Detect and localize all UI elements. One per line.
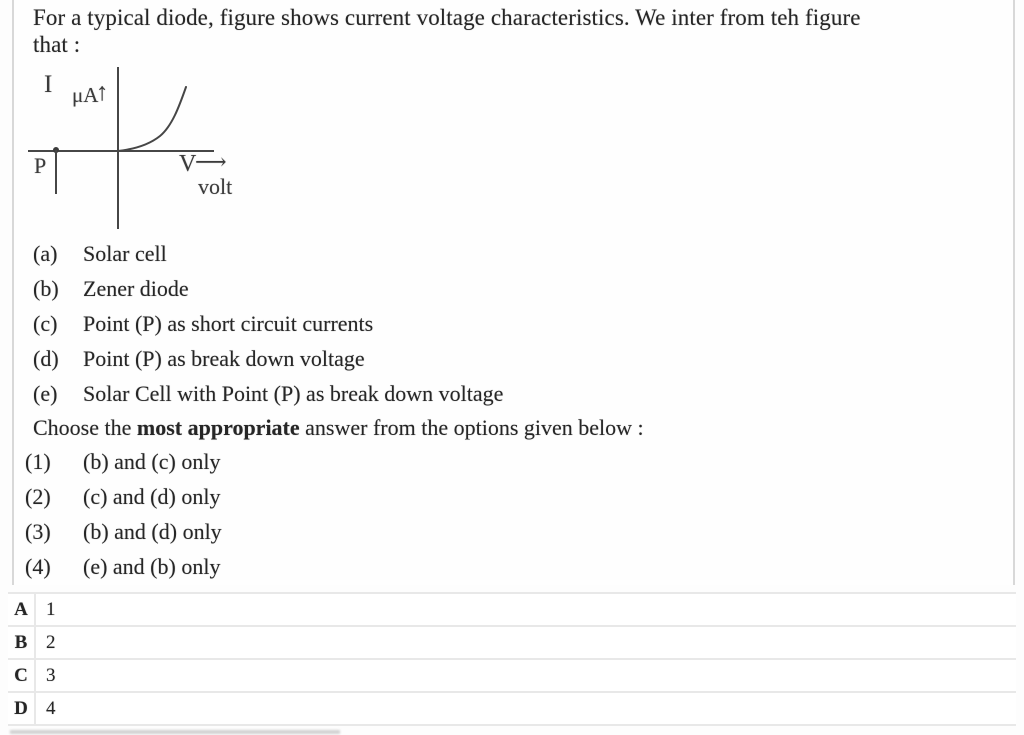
option-text: Zener diode (83, 276, 189, 301)
option-row-c (33, 306, 995, 341)
options-list (33, 236, 995, 411)
choice-text: (e) and (b) only (83, 554, 221, 579)
point-p-label: P (34, 153, 47, 178)
choice-marker: (2) (25, 484, 51, 509)
choice-marker: (3) (25, 519, 51, 544)
option-text: Solar cell (83, 241, 167, 266)
cropped-text-remnant-bottom (10, 730, 340, 734)
option-text: Point (P) as break down voltage (83, 346, 365, 371)
option-marker: (b) (33, 276, 59, 301)
choice-marker: (4) (25, 554, 51, 579)
answer-row-value: 4 (46, 697, 56, 719)
choose-instruction (33, 414, 995, 442)
voltage-axis-label: V (179, 151, 197, 177)
choose-instruction-prefix: Choose the (33, 415, 137, 440)
answer-row-letter: D (8, 693, 36, 724)
choice-text: (c) and (d) only (83, 484, 221, 509)
option-row-b (33, 271, 995, 306)
forward-bias-curve (118, 87, 186, 151)
iv-characteristics-figure (28, 61, 995, 236)
current-axis-label: I (44, 71, 53, 98)
choose-instruction-suffix: answer from the options given below : (299, 415, 644, 440)
choices-list (25, 444, 995, 584)
question-block (12, 0, 1015, 585)
option-marker: (a) (33, 241, 58, 266)
question-text-line-1: For a typical diode, figure shows current voltage characteristics. We inter from teh figure (33, 5, 861, 30)
iv-curve-plot (28, 61, 273, 233)
answer-row-c[interactable] (8, 660, 1016, 693)
voltage-axis-unit: volt (198, 174, 233, 199)
question-text (33, 4, 995, 58)
choice-row-2 (25, 479, 995, 514)
question-text-line-2: that : (33, 32, 81, 57)
choice-text: (b) and (d) only (83, 519, 222, 544)
choose-instruction-bold: most appropriate (136, 415, 300, 440)
option-marker: (e) (33, 381, 58, 406)
answer-row-d[interactable] (8, 693, 1016, 726)
answer-row-value: 1 (46, 598, 56, 620)
option-text: Point (P) as short circuit currents (83, 311, 374, 336)
choice-row-3 (25, 514, 995, 549)
answer-row-b[interactable] (8, 627, 1016, 660)
option-row-e (33, 376, 995, 411)
option-text: Solar Cell with Point (P) as break down voltage (83, 381, 504, 406)
choice-marker: (1) (25, 449, 51, 474)
choice-text: (b) and (c) only (83, 449, 221, 474)
answer-row-letter: B (8, 627, 36, 658)
choice-row-1 (25, 444, 995, 479)
option-marker: (d) (33, 346, 59, 371)
answer-row-letter: A (8, 594, 36, 625)
answer-row-value: 3 (46, 664, 56, 686)
answer-option-table (8, 592, 1016, 726)
option-marker: (c) (33, 311, 58, 336)
current-axis-unit: μA (72, 83, 99, 107)
right-arrow-icon: ⟶ (195, 149, 227, 174)
up-arrow-icon: ↑ (96, 79, 109, 106)
choice-row-4 (25, 549, 995, 584)
answer-row-a[interactable] (8, 594, 1016, 627)
answer-row-value: 2 (46, 631, 56, 653)
option-row-a (33, 236, 995, 271)
option-row-d (33, 341, 995, 376)
answer-row-letter: C (8, 660, 36, 691)
